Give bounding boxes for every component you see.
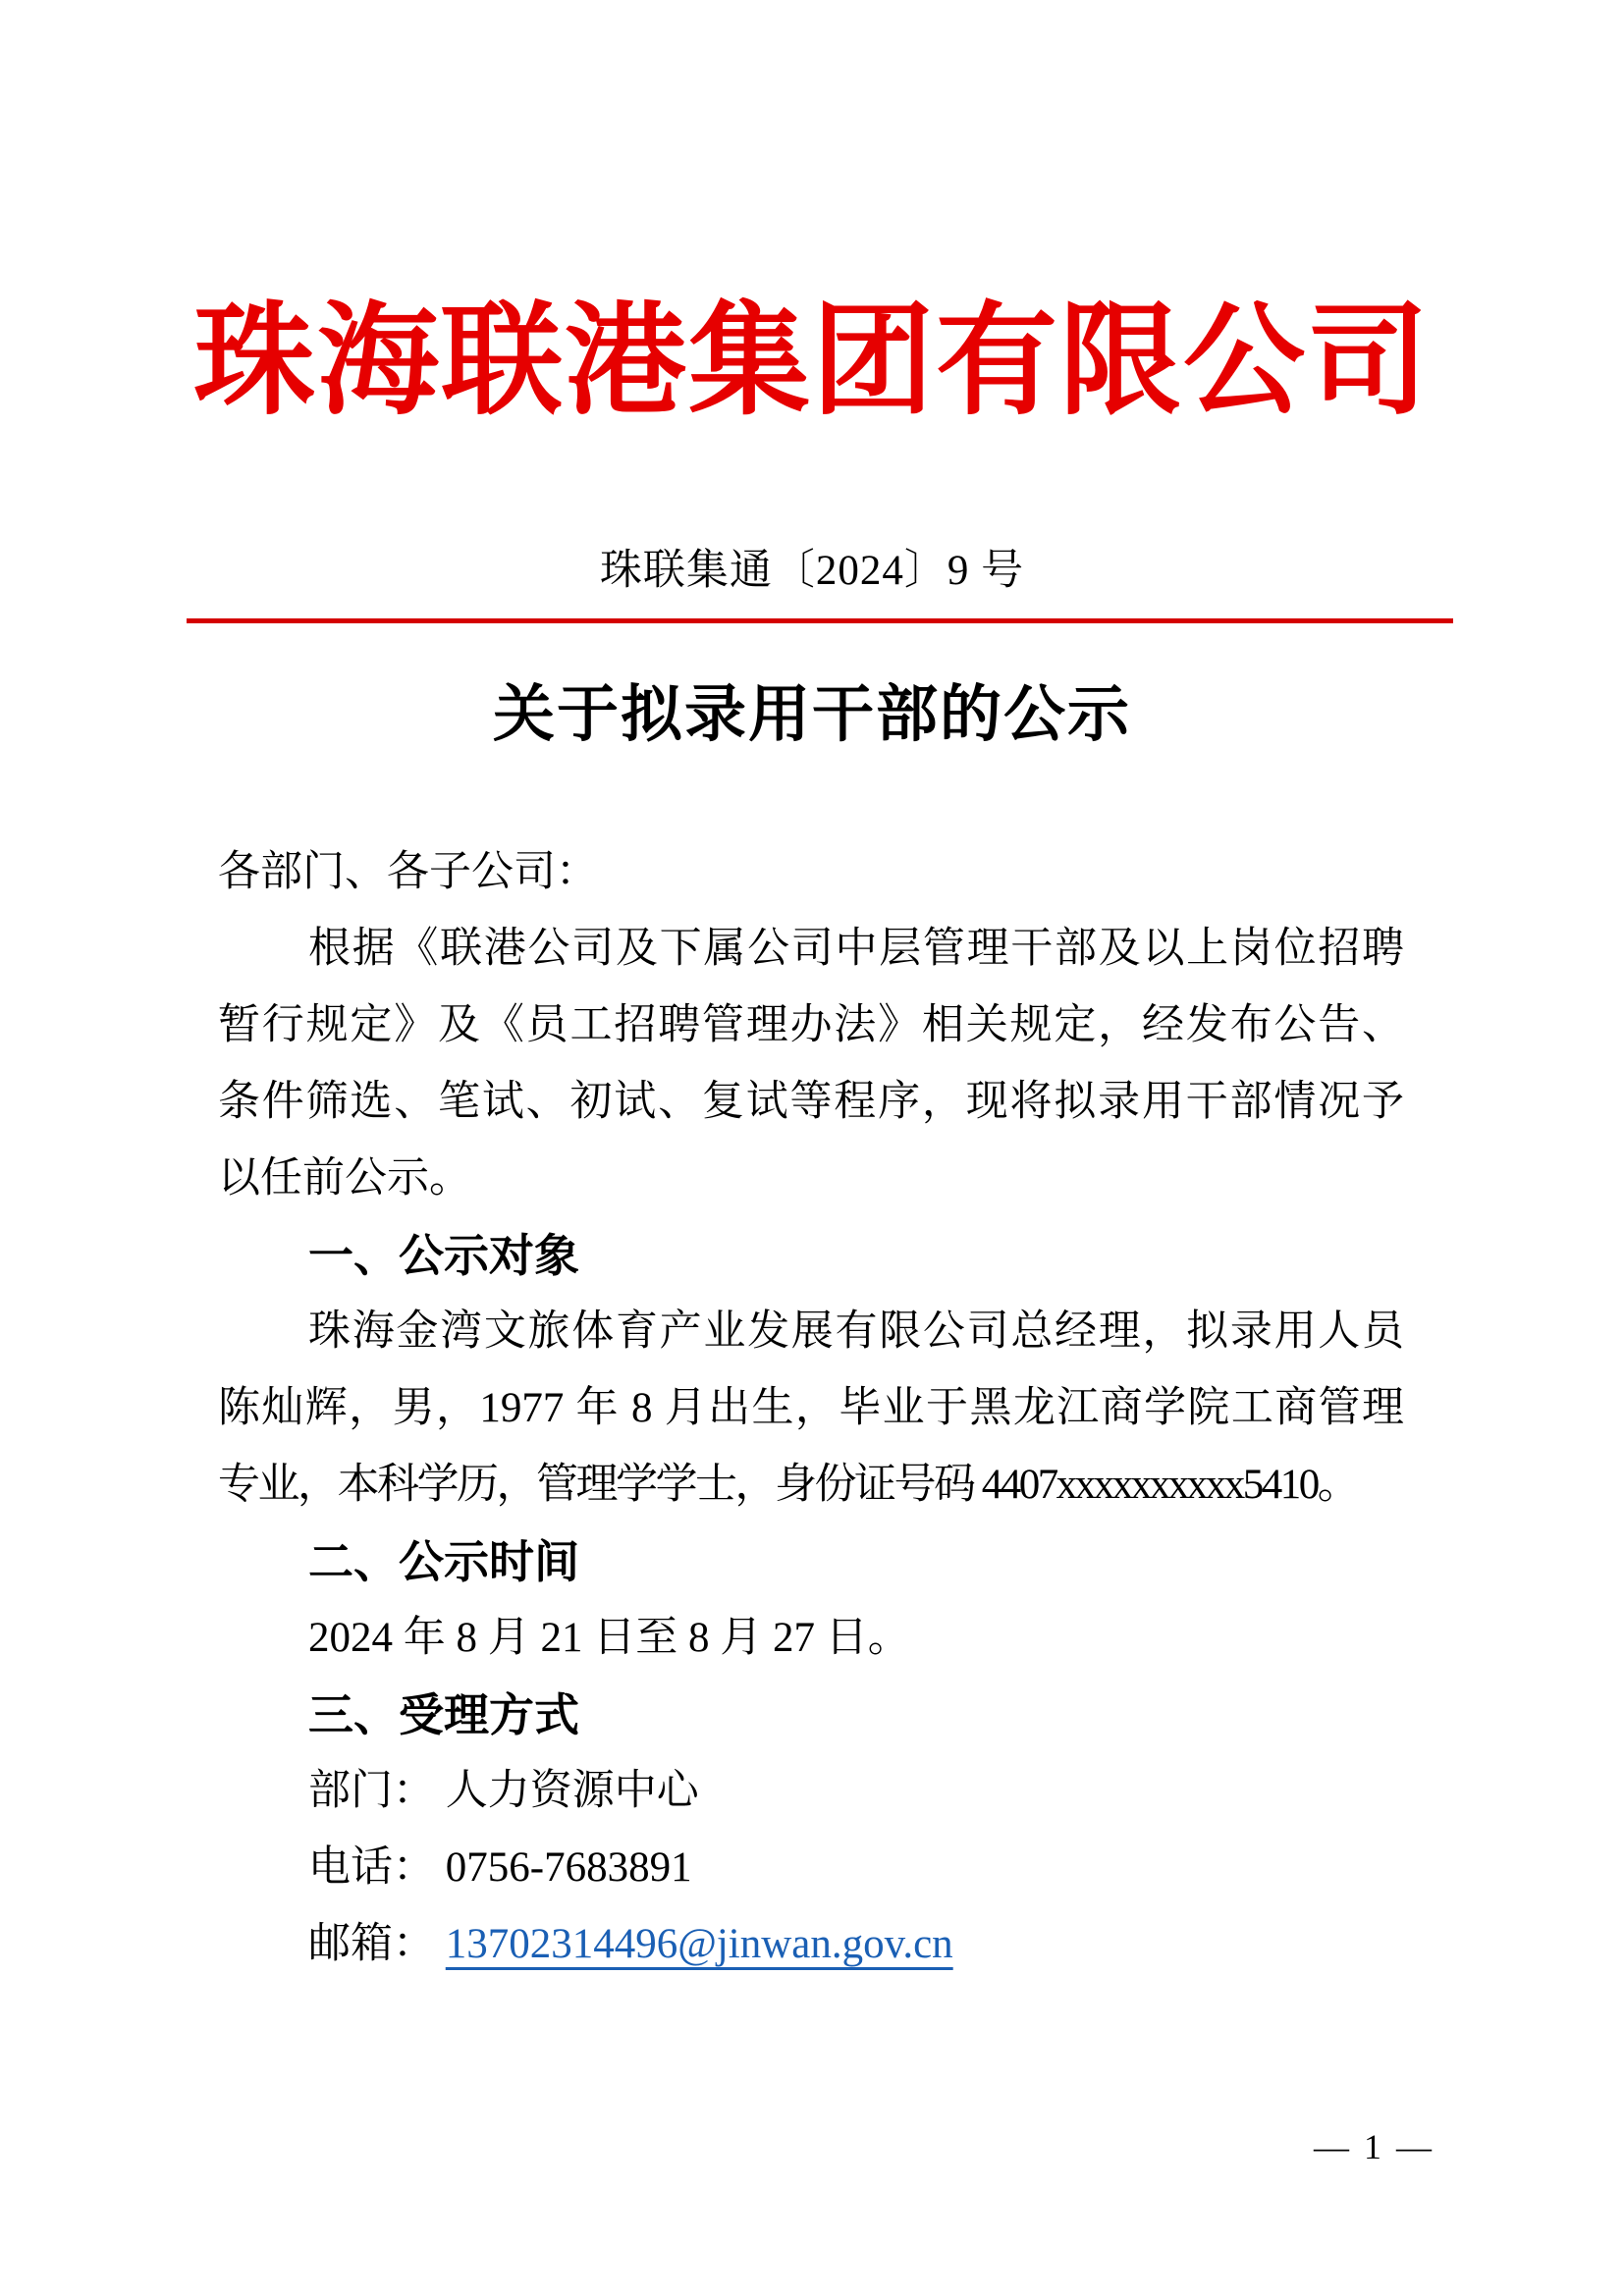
body-line: 陈灿辉，男，1977 年 8 月出生，毕业于黑龙江商学院工商管理 bbox=[218, 1385, 1404, 1431]
document-title: 关于拟录用干部的公示 bbox=[493, 680, 1131, 749]
section-heading: 一、公示对象 bbox=[308, 1230, 579, 1281]
body-line: 专业，本科学历，管理学学士，身份证号码 4407xxxxxxxxxx5410。 bbox=[218, 1462, 1358, 1508]
body-line: 珠海金湾文旅体育产业发展有限公司总经理，拟录用人员 bbox=[308, 1308, 1404, 1355]
contact-email-line bbox=[218, 1906, 1404, 1983]
body-line: 根据《联港公司及下属公司中层管理干部及以上岗位招聘 bbox=[308, 926, 1404, 972]
red-separator-line bbox=[187, 618, 1453, 623]
document-body bbox=[218, 834, 1404, 1983]
email-link[interactable]: 13702314496@jinwan.gov.cn bbox=[445, 1921, 953, 1967]
section-heading: 三、受理方式 bbox=[308, 1689, 579, 1740]
doc-number: 珠联集通〔2024〕9 号 bbox=[599, 548, 1025, 594]
page-number: — 1 — bbox=[1314, 2127, 1435, 2166]
salutation: 各部门、各子公司： bbox=[218, 849, 598, 895]
body-line: 条件筛选、笔试、初试、复试等程序，现将拟录用干部情况予 bbox=[218, 1079, 1404, 1125]
body-line: 以任前公示。 bbox=[218, 1155, 471, 1201]
section-heading: 二、公示时间 bbox=[308, 1536, 579, 1587]
contact-department-line: 部门： 人力资源中心 bbox=[308, 1768, 699, 1814]
email-label: 邮箱： bbox=[308, 1921, 446, 1967]
body-line: 暂行规定》及《员工招聘管理办法》相关规定，经发布公告、 bbox=[218, 1002, 1404, 1048]
company-title: 珠海联港集团有限公司 bbox=[192, 294, 1431, 429]
contact-phone-line: 电话： 0756-7683891 bbox=[308, 1844, 692, 1891]
body-line: 2024 年 8 月 21 日至 8 月 27 日。 bbox=[308, 1615, 910, 1661]
